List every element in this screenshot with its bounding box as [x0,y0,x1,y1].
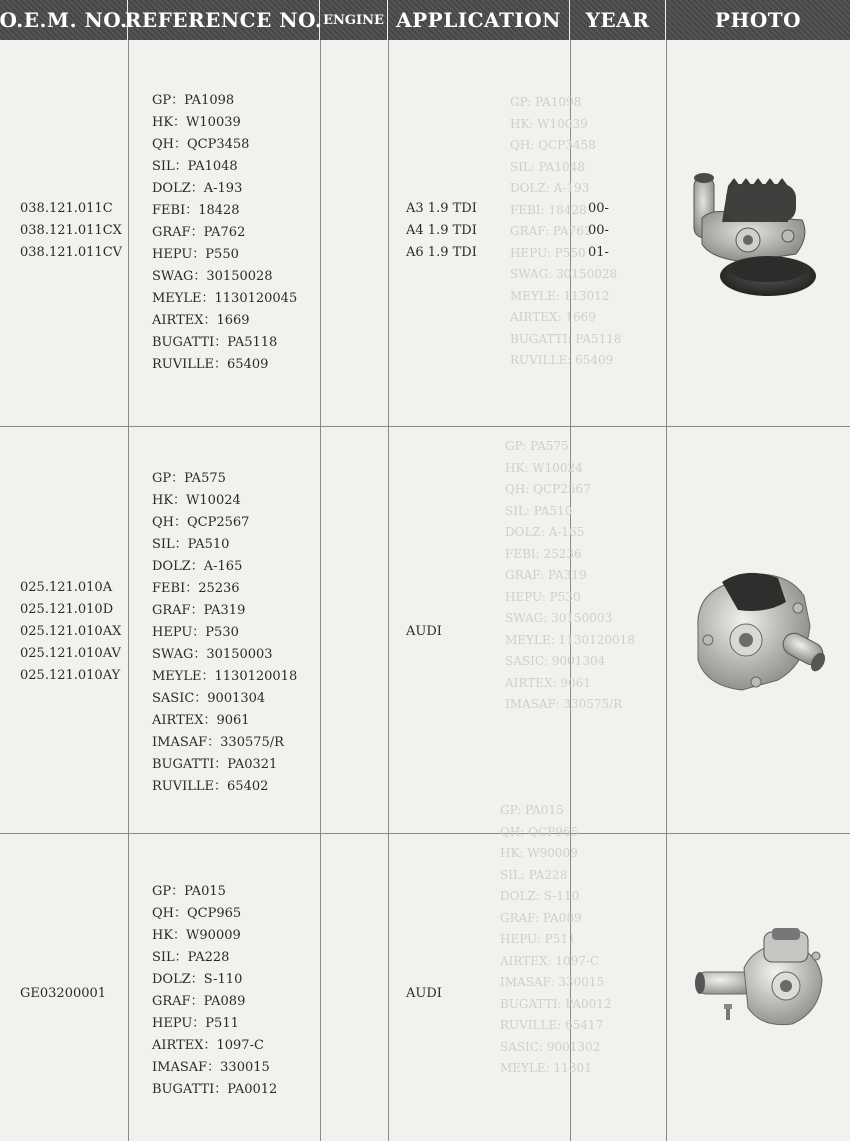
year-item: 01- [588,245,609,260]
year-item: 00- [588,223,609,238]
reference-number: GP：PA1098 [152,93,235,108]
oem-number: 025.121.010D [20,602,114,617]
year-list [588,198,609,264]
reference-number: FEBI：18428 [152,203,240,218]
reference-number: GRAF：PA089 [152,994,246,1009]
water-pump-with-outlet-pipe-icon [686,568,826,702]
oem-number: 025.121.010A [20,580,113,595]
year-item: 00- [588,201,609,216]
column-divider [128,40,129,1141]
column-divider [320,40,321,1141]
application-item: AUDI [406,624,442,639]
reference-number: AIRTEX：9061 [152,713,250,728]
reference-number: AIRTEX：1669 [152,313,250,328]
reference-number: HEPU：P550 [152,247,239,262]
reference-number: HK：W10039 [152,115,241,130]
reference-number: RUVILLE：65409 [152,357,269,372]
reference-numbers [152,90,297,376]
application-item: AUDI [406,986,442,1001]
reference-numbers [152,468,297,798]
application-list [406,198,477,264]
reference-number: SWAG：30150028 [152,269,273,284]
row-divider [0,426,850,427]
column-divider [666,40,667,1141]
reference-numbers [152,881,277,1101]
table-header [0,0,850,40]
reference-number: IMASAF：330015 [152,1060,270,1075]
oem-number: GE03200001 [20,986,107,1001]
reference-number: BUGATTI：PA0012 [152,1082,278,1097]
reference-number: HK：W10024 [152,493,241,508]
reference-number: GRAF：PA762 [152,225,246,240]
reference-number: SIL：PA228 [152,950,230,965]
header-photo: PHOTO [714,8,802,32]
oem-number: 025.121.010AY [20,668,121,683]
reference-number: SWAG：30150003 [152,647,273,662]
reference-number: QH：QCP2567 [152,515,250,530]
reference-number: DOLZ：A-165 [152,559,243,574]
bleed-through-text: GP: PA1098 HK: W10039 QH: QCP3458 SIL: PA1048 DOLZ: A-193 FEBI: 18428 GRAF: PA762 HEPU: P550 SWAG: 30150028 MEYLE: 113012 AIRTEX: 1669 BUGATTI: PA5118 RUVILLE: 65409 [510,95,622,367]
header-application: APPLICATION [388,0,570,40]
reference-number: FEBI：25236 [152,581,240,596]
reference-number: IMASAF：330575/R [152,735,284,750]
reference-number: DOLZ：S-110 [152,972,243,987]
reference-number: HK：W90009 [152,928,241,943]
header-year: YEAR [570,0,666,40]
application-item: A3 1.9 TDI [406,201,477,216]
oem-number: 038.121.011CX [20,223,122,238]
column-divider [388,40,389,1141]
water-pump-with-toothed-pulley-icon [684,158,816,308]
reference-number: SIL：PA510 [152,537,230,552]
oem-number: 038.121.011CV [20,245,123,260]
oem-number: 025.121.010AX [20,624,122,639]
reference-number: RUVILLE：65402 [152,779,269,794]
oem-numbers [20,198,122,264]
reference-number: BUGATTI：PA0321 [152,757,278,772]
small-water-pump-icon [692,928,832,1034]
reference-number: AIRTEX：1097-C [152,1038,264,1053]
header-engine: ENGINE [320,0,388,40]
reference-number: SASIC：9001304 [152,691,266,706]
reference-number: BUGATTI：PA5118 [152,335,278,350]
header-oem-no: O.E.M. NO. [0,0,128,40]
reference-number: HEPU：P511 [152,1016,239,1031]
application-item: A4 1.9 TDI [406,223,477,238]
reference-number: QH：QCP3458 [152,137,250,152]
reference-number: GP：PA575 [152,471,226,486]
reference-number: MEYLE：1130120018 [152,669,298,684]
header-reference-no: REFERENCE NO. [128,0,320,40]
oem-numbers [20,577,121,687]
bleed-through-text: GP: PA015 QH: QCP965 HK: W90009 SIL: PA228 DOLZ: S-110 GRAF: PA089 HEPU: P511 AIRTEX: 1097-C IMASAF: 330015 BUGATTI: PA0012 RUVILLE: 65417 SASIC: 9001302 MEYLE: 11301 [500,803,612,1075]
reference-number: GRAF：PA319 [152,603,246,618]
reference-number: DOLZ：A-193 [152,181,243,196]
oem-number: 025.121.010AV [20,646,121,661]
reference-number: HEPU：P530 [152,625,239,640]
reference-number: GP：PA015 [152,884,226,899]
reference-number: MEYLE：1130120045 [152,291,298,306]
reference-number: SIL：PA1048 [152,159,238,174]
reference-number: QH：QCP965 [152,906,242,921]
bleed-through-text: GP: PA575 HK: W10024 QH: QCP2567 SIL: PA510 DOLZ: A-165 FEBI: 25236 GRAF: PA319 HEPU: P530 SWAG: 30150003 MEYLE: 1130120018 SASIC: 9001304 AIRTEX: 9061 IMASAF: 330575/R [505,439,635,711]
application-item: A6 1.9 TDI [406,245,477,260]
oem-number: 038.121.011C [20,201,113,216]
row-divider [0,833,850,834]
